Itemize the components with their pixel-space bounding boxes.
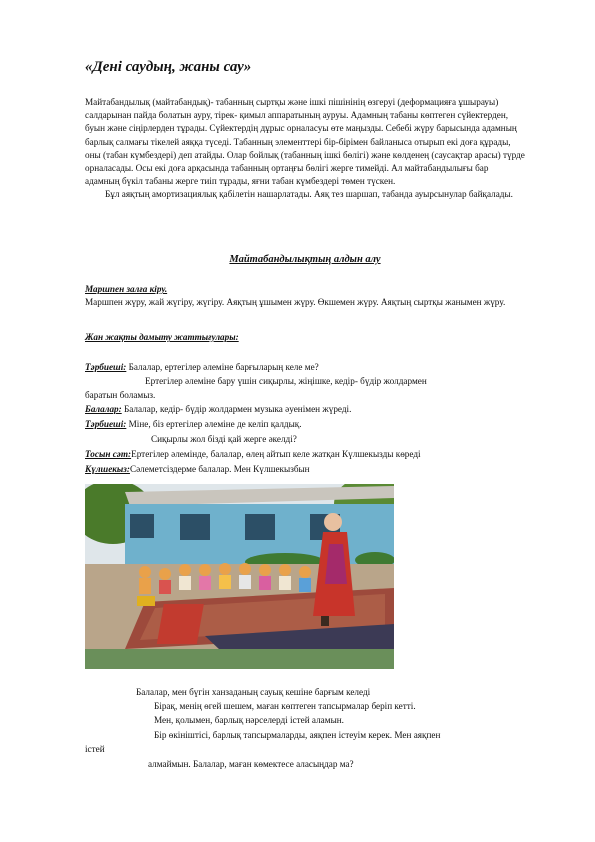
dialogue-text: Балалар, ертегілер әлеміне барғыларың келе ме?: [126, 362, 319, 372]
dialogue-text: Ертегілер әлеміне бару үшін сиқырлы, жіңішке, кедір- бүдір жолдармен: [145, 376, 427, 386]
dialogue-text: Сәлеметсіздерме балалар. Мен Күлшекызбын: [129, 464, 310, 474]
story-line: Бір өкініштісі, барлық тапсырмаларды, аяқпен істеуім керек. Мен аяқпен: [154, 730, 441, 740]
dialogue-text: Балалар, кедір- бүдір жолдармен музыка әуенімен жүреді.: [121, 404, 352, 414]
photo-kindergarten-children: [85, 484, 394, 669]
section-march-heading: Маршпен залға кіру.: [85, 284, 168, 294]
story-line: істей: [85, 744, 105, 754]
document-title: «Дені саудың, жаны сау»: [85, 59, 252, 75]
dialogue-line: [151, 433, 297, 446]
dialogue-speaker: Күлшекыз:: [85, 464, 130, 474]
dialogue-line: [85, 448, 421, 461]
story-line: Балалар, мен бүгін ханзаданың сауық кешіне барғым келеді: [136, 687, 371, 697]
intro-paragraph-2: Бұл аяқтың амортизациялық қабілетін нашарлатады. Аяқ тез шаршап, табанда ауырсынулар байқалады.: [105, 189, 513, 200]
story-line: алмаймын. Балалар, маған көмектесе аласыңдар ма?: [148, 759, 354, 769]
dialogue-text: Міне, біз ертегілер әлеміне де келіп қалдық.: [126, 419, 302, 429]
intro-text: [85, 96, 525, 202]
dialogue-text: Сиқырлы жол бізді қай жерге әкелді?: [151, 434, 297, 444]
dialogue-text: Ертегілер әлемінде, балалар, өлең айтып келе жатқан Күлшекызды көреді: [131, 449, 421, 459]
dialogue-line: [85, 361, 319, 374]
dialogue-line: [85, 403, 351, 416]
dialogue-line: [85, 463, 310, 476]
dialogue-line: [85, 418, 302, 431]
section-march: [85, 283, 525, 309]
photo-illustration: [85, 484, 394, 669]
dialogue-speaker: Балалар:: [85, 404, 122, 414]
dialogue-speaker: Тәрбиеші:: [85, 362, 127, 372]
dialogue-text: баратын боламыз.: [85, 390, 156, 400]
story-line: Бірақ, менің өгей шешем, маған көптеген тапсырмалар беріп кетті.: [154, 701, 416, 711]
story-line: Мен, қолымен, барлық нәрселерді істей аламын.: [154, 715, 344, 725]
dialogue-line: [145, 375, 427, 388]
dialogue-speaker: Тосын сәт:: [85, 449, 132, 459]
section-exercises-heading: Жан жақты дамыту жаттығулары:: [85, 332, 239, 342]
section-march-text: Маршпен жүру, жай жүгіру, жүгіру. Аяқтың ұшымен жүру. Өкшемен жүру. Аяқтың сыртқы жанымен жүру.: [85, 297, 506, 308]
dialogue-speaker: Тәрбиеші:: [85, 419, 127, 429]
intro-paragraph-1: Майтабандылық (майтабандық)- табанның сыртқы және ішкі пішінінің өзгеруі (деформацияға ұшырауы) салдарынан пайда болатын ауру, тірек- қимыл аппаратының ауруы. Адамның табаны көптеген сүйектерден, буын және сіңірлерден тұрады. Сүйектердің дұрыс орналасуы өте маңызды. Себебі жүру барысында адамның барлық салмағы тікелей аяққа түседі. Табанның элементтері бір-бірімен байланыса отырып екі доға құрады, оны (табан күмбездері) деп атайды. Олар бойлық (табанның ішкі бөлігі) және көлденең (саусақтар арасы) түрде орналасады. Осы екі доға арқасында табанның ортаңғы бөлігі жерге тимейді. Ал майтабандылығы бар адамның бүкіл табаны жерге тиіп тұрады, яғни табан күмбездері төмен түскен.: [85, 97, 525, 187]
section-title: Майтабандылықтың алдын алу: [229, 254, 381, 265]
dialogue-line: [85, 389, 155, 402]
